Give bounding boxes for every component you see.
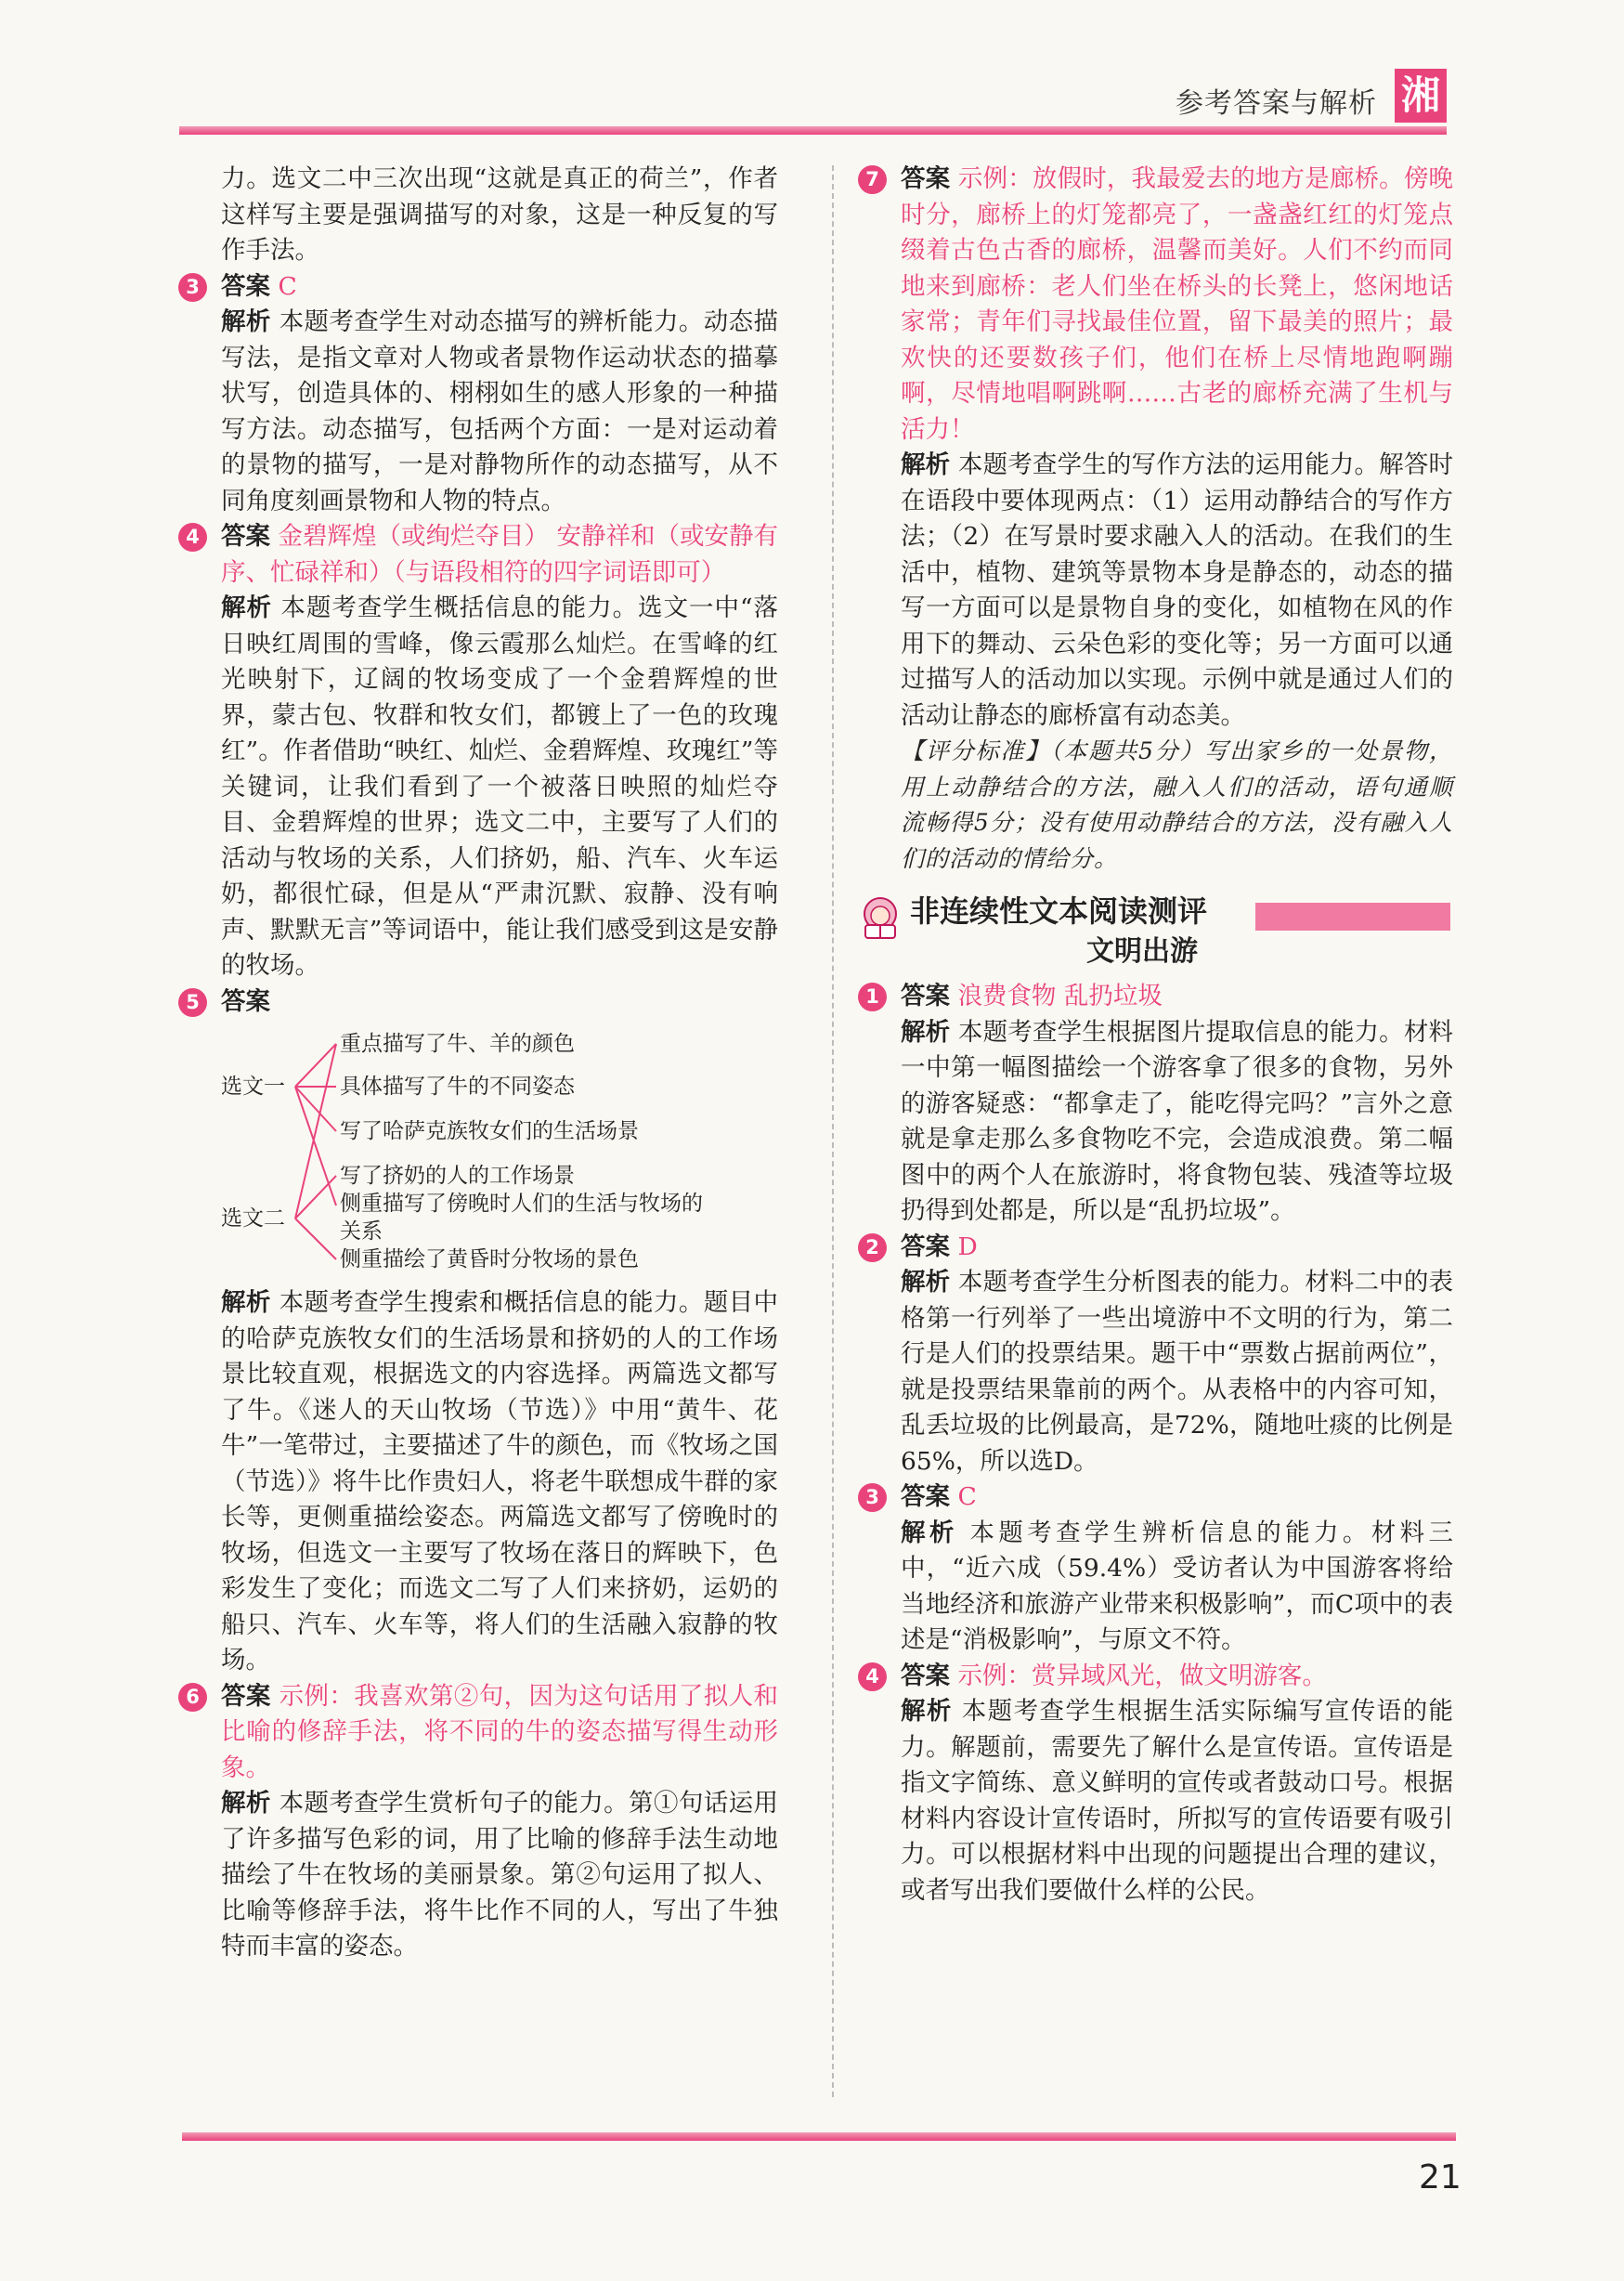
question-number: 3	[178, 273, 207, 302]
analysis-label: 解析	[901, 1017, 951, 1047]
answer-label: 答案	[901, 1661, 950, 1690]
column-divider	[832, 165, 834, 2097]
analysis-label: 解析	[901, 1697, 953, 1726]
section-question-2	[865, 1230, 1453, 1480]
diagram-right-1: 重点描写了牛、羊的颜色	[340, 1032, 575, 1056]
section-highlight-bar	[1255, 903, 1450, 931]
answer-label: 答案	[901, 1482, 950, 1511]
analysis-label: 解析	[901, 1268, 951, 1297]
analysis-text: 本题考查学生分析图表的能力。材料二中的表格第一行列举了一些出境游中不文明的行为，第二行是人们的投票结果。题干中“票数占据前两位”，就是投票结果靠前的两个。从表格中的内容可知，乱丢垃圾的比例最高，是72%，随地吐痰的比例是65%，所以选D。	[901, 1268, 1453, 1476]
analysis-text: 本题考查学生赏析句子的能力。第①句话运用了许多描写色彩的词，用了比喻的修辞手法生动地描绘了牛在牧场的美丽景象。第②句运用了拟人、比喻等修辞手法，将牛比作不同的人，写出了牛独特而丰富的姿态。	[221, 1789, 779, 1961]
answer-label: 答案	[221, 522, 271, 551]
header-rule	[179, 126, 1447, 135]
analysis-label: 解析	[221, 1789, 271, 1818]
analysis-label: 解析	[221, 1288, 271, 1317]
analysis-text: 本题考查学生搜索和概括信息的能力。题目中的哈萨克族牧女们的生活场景和挤奶的人的工作场景比较直观，根据选文的内容选择。两篇选文都写了牛。《迷人的天山牧场（节选）》中用“黄牛、花牛”一笔带过，主要描述了牛的颜色，而《牧场之国（节选）》将牛比作贵妇人，将老牛联想成牛群的家长等，更侧重描绘姿态。两篇选文都写了傍晚时的牧场，但选文一主要写了牧场在落日的辉映下，色彩发生了变化；而选文二写了人们来挤奶，运奶的船只、汽车、火车等，将人们的生活融入寂静的牧场。	[221, 1288, 779, 1675]
matching-lines	[221, 1023, 778, 1276]
analysis-label: 解析	[901, 1518, 958, 1547]
answer-text: 示例：赏异域风光，做文明游客。	[957, 1661, 1327, 1690]
question-number: 4	[858, 1662, 887, 1691]
right-column	[865, 162, 1454, 1909]
question-number: 6	[178, 1683, 207, 1712]
question-number: 7	[858, 165, 887, 194]
question-5	[186, 984, 779, 1679]
left-column	[186, 162, 779, 1965]
analysis-text: 本题考查学生根据图片提取信息的能力。材料一中第一幅图描绘一个游客拿了很多的食物，另外的游客疑惑：“都拿走了，能吃得完吗？”言外之意就是拿走那么多食物吃不完，会造成浪费。第二幅图中的两个人在旅游时，将食物包装、残渣等垃圾扔得到处都是，所以是“乱扔垃圾”。	[901, 1017, 1453, 1225]
answer-label: 答案	[901, 982, 950, 1010]
diagram-right-5a: 侧重描写了傍晚时人们的生活与牧场的	[340, 1192, 703, 1216]
page-number: 21	[1419, 2158, 1462, 2196]
answer-label: 答案	[221, 271, 270, 301]
analysis-text: 本题考查学生对动态描写的辨析能力。动态描写法，是指文章对人物或者景物作运动状态的描摹状写，创造具体的、栩栩如生的感人形象的一种描写方法。动态描写，包括两个方面：一是对运动着的景物的描写，一是对静物所作的动态描写，从不同角度刻画景物和人物的特点。	[221, 307, 779, 515]
answer-label: 答案	[221, 986, 270, 1016]
analysis-text: 本题考查学生辨析信息的能力。材料三中，“近六成（59.4%）受访者认为中国游客将给当地经济和旅游产业带来积极影响”，而C项中的表述是“消极影响”，与原文不符。	[901, 1518, 1453, 1654]
answer-label: 答案	[901, 1232, 950, 1261]
diagram-right-4: 写了挤奶的人的工作场景	[340, 1164, 575, 1188]
diagram-left-1: 选文一	[221, 1075, 285, 1099]
analysis-label: 解析	[221, 307, 271, 336]
answer-text: 金碧辉煌（或绚烂夺目） 安静祥和（或安静有序、忙碌祥和）（与语段相符的四字词语即可）	[221, 522, 778, 587]
section-title: 非连续性文本阅读测评	[910, 893, 1208, 929]
analysis-text: 本题考查学生的写作方法的运用能力。解答时在语段中要体现两点：（1）运用动静结合的写作方法；（2）在写景时要求融入人的活动。在我们的生活中，植物、建筑等景物本身是静态的，动态的描写一方面可以是景物自身的变化，如植物在风的作用下的舞动、云朵色彩的变化等；另一方面可以通过描写人的活动加以实现。示例中就是通过人们的活动让静态的廊桥富有动态美。	[901, 450, 1453, 730]
section-question-1	[865, 979, 1453, 1230]
diagram-right-6: 侧重描绘了黄昏时分牧场的景色	[340, 1247, 639, 1271]
answer-text: 浪费食物 乱扔垃圾	[957, 982, 1163, 1010]
question-3	[186, 269, 779, 520]
section-question-3	[865, 1479, 1453, 1659]
reading-girl-icon	[856, 893, 904, 942]
question-number: 2	[858, 1233, 887, 1262]
diagram-right-3: 写了哈萨克族牧女们的生活场景	[340, 1119, 639, 1143]
diagram-right-5b: 关系	[340, 1219, 383, 1244]
diagram-left-2: 选文二	[221, 1206, 285, 1231]
analysis-label: 解析	[901, 450, 951, 479]
question-6	[186, 1679, 779, 1965]
analysis-text: 本题考查学生概括信息的能力。选文一中“落日映红周围的雪峰，像云霞那么灿烂。在雪峰的红光映射下，辽阔的牧场变成了一个金碧辉煌的世界，蒙古包、牧群和牧女们，都镀上了一色的玫瑰红”。作者借助“映红、灿烂、金碧辉煌、玫瑰红”等关键词，让我们看到了一个被落日映照的灿烂夺目、金碧辉煌的世界；选文二中，主要写了人们的活动与牧场的关系，人们挤奶，船、汽车、火车运奶，都很忙碌，但是从“严肃沉默、寂静、没有响声、默默无言”等词语中，能让我们感受到这是安静的牧场。	[221, 593, 778, 980]
matching-diagram	[221, 1023, 778, 1276]
scoring-note: 【评分标准】（本题共5分）写出家乡的一处景物，用上动静结合的方法，融入人们的活动，语句通顺流畅得5分；没有使用动静结合的方法，没有融入人们的活动的情给分。	[901, 737, 1453, 872]
diagram-right-2: 具体描写了牛的不同姿态	[340, 1075, 575, 1099]
analysis-label: 解析	[221, 593, 272, 622]
question-4	[186, 519, 778, 984]
header-title: 参考答案与解析	[1176, 87, 1377, 120]
answer-text: 示例：放假时，我最爱去的地方是廊桥。傍晚时分，廊桥上的灯笼都亮了，一盏盏红红的灯笼点缀着古色古香的廊桥，温馨而美好。人们不约而同地来到廊桥：老人们坐在桥头的长凳上，悠闲地话家常；青年们寻找最佳位置，留下最美的照片；最欢快的还要数孩子们，他们在桥上尽情地跑啊蹦啊，尽情地唱啊跳啊……古老的廊桥充满了生机与活力！	[901, 164, 1453, 444]
answer-label: 答案	[901, 164, 951, 193]
question-number: 5	[178, 988, 207, 1017]
section-subtitle: 文明出游	[1086, 935, 1198, 968]
header-badge: 湘	[1395, 69, 1447, 123]
answer-label: 答案	[221, 1681, 271, 1711]
answer-text: D	[957, 1232, 978, 1261]
intro-text: 力。选文二中三次出现“这就是真正的荷兰”，作者这样写主要是强调描写的对象，这是一种反复的写作手法。	[221, 164, 778, 265]
answer-text: 示例：我喜欢第②句，因为这句话用了拟人和比喻的修辞手法，将不同的牛的姿态描写得生动形象。	[221, 1681, 779, 1782]
question-number: 3	[858, 1483, 887, 1512]
answer-text: C	[278, 271, 297, 301]
question-number: 1	[858, 983, 887, 1011]
analysis-text: 本题考查学生根据生活实际编写宣传语的能力。解题前，需要先了解什么是宣传语。宣传语是指文字简练、意义鲜明的宣传或者鼓动口号。根据材料内容设计宣传语时，所拟写的宣传语要有吸引力。可以根据材料中出现的问题提出合理的建议，或者写出我们要做什么样的公民。	[901, 1697, 1454, 1905]
question-number: 4	[178, 523, 207, 552]
question-7	[865, 162, 1453, 877]
answer-text: C	[957, 1482, 977, 1511]
footer-rule	[182, 2132, 1456, 2141]
section-question-4	[865, 1659, 1454, 1910]
section-header	[901, 893, 1453, 970]
